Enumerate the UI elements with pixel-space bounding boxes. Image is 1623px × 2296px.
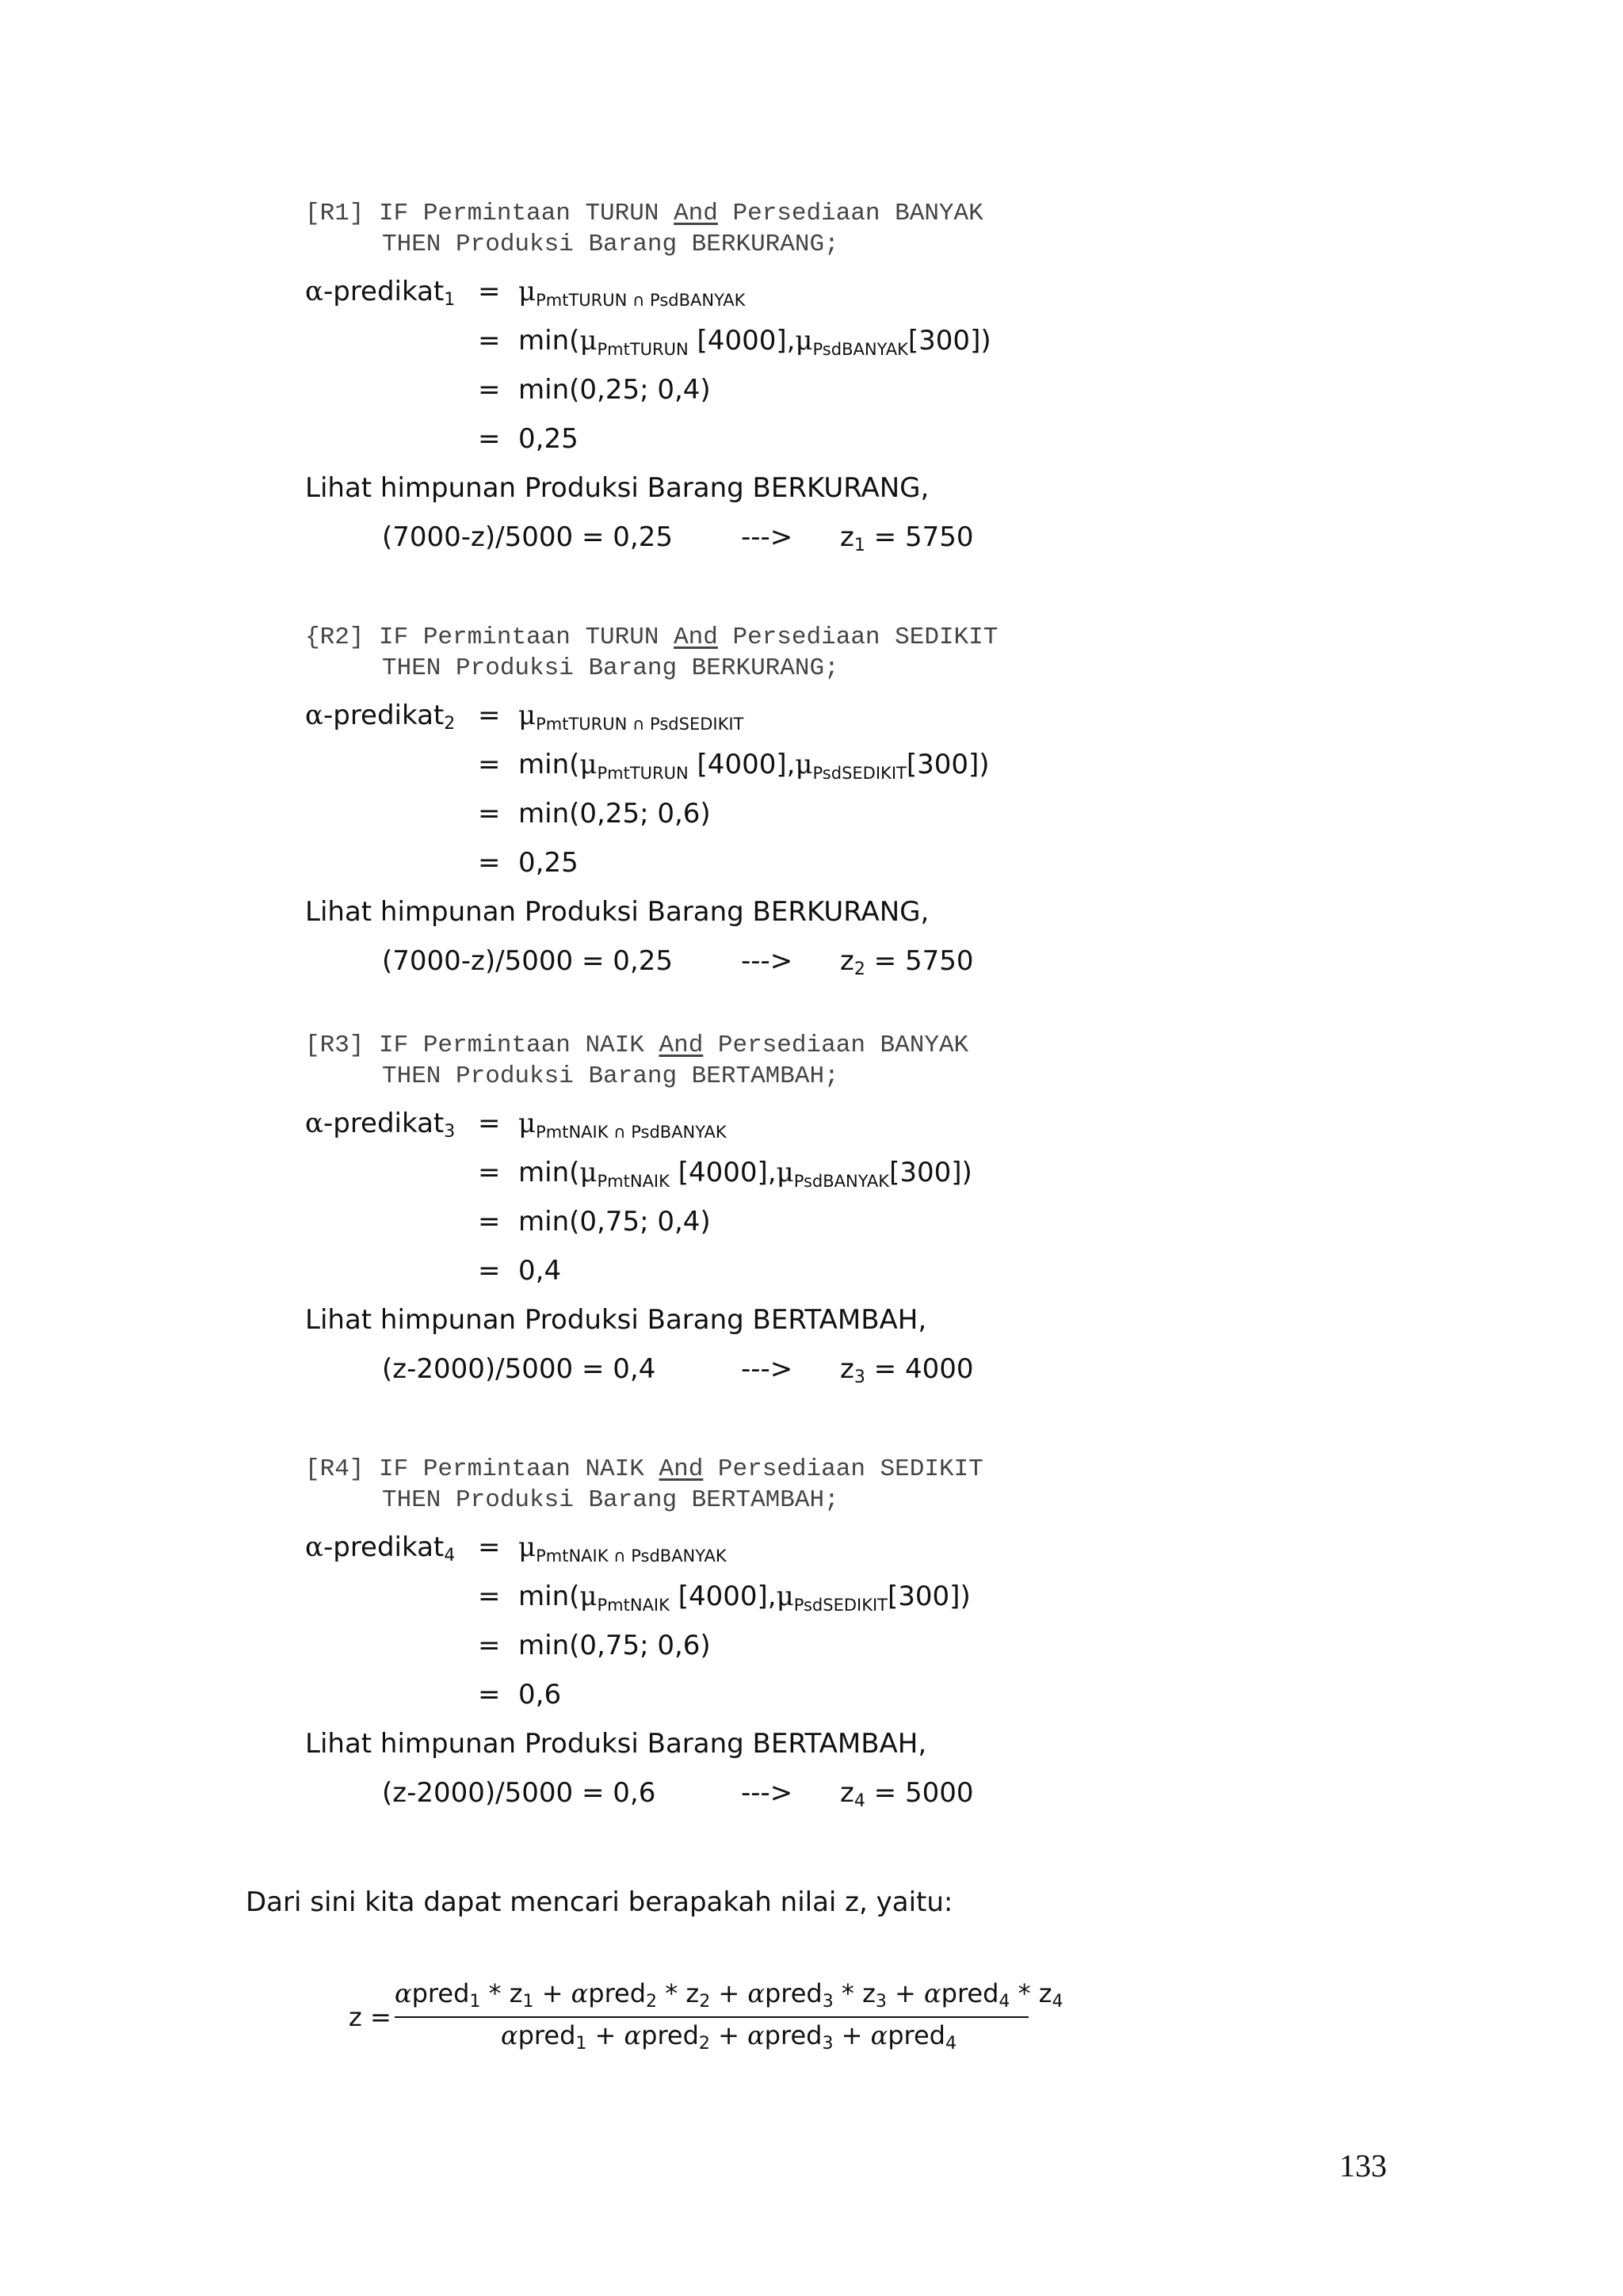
z-variable: z [862, 1978, 876, 2008]
equals-sign: = [478, 847, 501, 879]
arrow: ---> [741, 1777, 793, 1809]
rule-if-line: [R4] IF Permintaan NAIK And Persediaan SEDIKIT [305, 1455, 983, 1483]
fraction-bar [395, 2016, 1029, 2018]
equals-sign: = [478, 749, 501, 780]
rule-then-line: THEN Produksi Barang BERKURANG; [382, 231, 839, 258]
subscript: 1 [522, 1992, 534, 2012]
conclusion-text: Dari sini kita dapat mencari berapakah nilai z, yaitu: [246, 1886, 953, 1918]
subscript: 1 [469, 1992, 481, 2012]
pred-text: pred [517, 2020, 576, 2050]
z-equation: (7000-z)/5000 = 0,25 [382, 521, 673, 553]
alpha-symbol: α [924, 1978, 941, 2008]
min-values: min(0,75; 0,4) [518, 1206, 711, 1238]
subscript: 2 [646, 1992, 658, 2012]
alpha-symbol: α [747, 2020, 765, 2050]
mu-intersection: $\mu_{PmtTURUN \cap PsdBANYAK}$ [518, 276, 746, 310]
alpha-predikat-label: α-predikat$_4$ [305, 1531, 456, 1566]
min-membership: $\min(\mu_{PmtNAIK}$ $[4000],\mu_{PsdBANYAK}[300]$) [518, 1157, 972, 1191]
pred-text: pred [641, 2020, 699, 2050]
z-result: $z_3 = 4000$ [840, 1353, 974, 1387]
times-sign: * [833, 1978, 863, 2008]
times-sign: * [480, 1978, 510, 2008]
lihat-himpunan-line: Lihat himpunan Produksi Barang BERTAMBAH, [305, 1728, 927, 1760]
min-membership: $\min(\mu_{PmtTURUN}$ $[4000],\mu_{PsdSEDIKIT}[300]$) [518, 749, 990, 783]
z-result: $z_1 = 5750$ [840, 521, 974, 555]
z-result: $z_4 = 5000$ [840, 1777, 974, 1811]
subscript: 3 [822, 1992, 834, 2012]
equals-sign: = [478, 700, 501, 731]
equals-sign: = [478, 1206, 501, 1238]
z-variable: z [685, 1978, 700, 2008]
alpha-result: 0,25 [518, 423, 579, 455]
min-values: min(0,25; 0,6) [518, 798, 711, 830]
rule-then-line: THEN Produksi Barang BERTAMBAH; [382, 1486, 839, 1514]
pred-text: pred [888, 2020, 945, 2050]
pred-text: pred [764, 2020, 823, 2050]
alpha-result: 0,4 [518, 1255, 562, 1287]
min-values: min(0,25; 0,4) [518, 374, 711, 406]
z-variable: z [509, 1978, 523, 2008]
equals-sign: = [478, 1108, 501, 1139]
plus-sign: + [586, 2020, 624, 2050]
equals-sign: = [478, 1531, 501, 1563]
rule-then-line: THEN Produksi Barang BERKURANG; [382, 654, 839, 682]
plus-sign: + [886, 1978, 925, 2008]
mu-intersection: $\mu_{PmtNAIK \cap PsdBANYAK}$ [518, 1108, 727, 1142]
plus-sign: + [710, 1978, 748, 2008]
subscript: 3 [822, 2034, 834, 2054]
subscript: 3 [875, 1992, 887, 2012]
alpha-symbol: α [870, 2020, 888, 2050]
lihat-himpunan-line: Lihat himpunan Produksi Barang BERTAMBAH, [305, 1304, 927, 1336]
pred-text: pred [941, 1978, 999, 2008]
alpha-symbol: α [571, 1978, 589, 2008]
equals-sign: = [478, 325, 501, 357]
plus-sign: + [833, 2020, 871, 2050]
min-membership: $\min(\mu_{PmtTURUN}$ $[4000],\mu_{PsdBANYAK}[300]$) [518, 325, 991, 359]
equals-sign: = [478, 1157, 501, 1188]
arrow: ---> [741, 1353, 793, 1385]
mu-intersection: $\mu_{PmtTURUN \cap PsdSEDIKIT}$ [518, 700, 744, 734]
subscript: 2 [699, 1992, 711, 2012]
rule-if-line: {R2] IF Permintaan TURUN And Persediaan SEDIKIT [305, 624, 999, 651]
pred-text: pred [588, 1978, 647, 2008]
z-equation: (z-2000)/5000 = 0,4 [382, 1353, 656, 1385]
plus-sign: + [709, 2020, 748, 2050]
formula-lhs: z = [349, 2002, 391, 2032]
arrow: ---> [741, 521, 793, 553]
times-sign: * [1010, 1978, 1039, 2008]
z-result: $z_2 = 5750$ [840, 945, 974, 979]
alpha-predikat-label: α-predikat$_2$ [305, 700, 456, 734]
equals-sign: = [478, 1679, 501, 1711]
min-values: min(0,75; 0,6) [518, 1630, 711, 1661]
alpha-predikat-label: α-predikat$_3$ [305, 1108, 456, 1142]
formula-numerator [395, 1978, 1064, 2012]
subscript: 4 [1052, 1992, 1064, 2012]
rule-then-line: THEN Produksi Barang BERTAMBAH; [382, 1062, 839, 1090]
formula-denominator [501, 2020, 957, 2054]
min-membership: $\min(\mu_{PmtNAIK}$ $[4000],\mu_{PsdSEDIKIT}[300]$) [518, 1581, 971, 1615]
lihat-himpunan-line: Lihat himpunan Produksi Barang BERKURANG, [305, 472, 930, 504]
alpha-symbol: α [747, 1978, 765, 2008]
subscript: 1 [575, 2034, 587, 2054]
equals-sign: = [478, 276, 501, 307]
alpha-symbol: α [624, 2020, 642, 2050]
page-number: 133 [1339, 2148, 1387, 2183]
alpha-result: 0,6 [518, 1679, 562, 1711]
alpha-symbol: α [395, 1978, 412, 2008]
equals-sign: = [478, 798, 501, 830]
alpha-symbol: α [501, 2020, 518, 2050]
pred-text: pred [764, 1978, 823, 2008]
subscript: 4 [945, 2034, 957, 2054]
alpha-predikat-label: α-predikat$_1$ [305, 276, 456, 310]
rule-if-line: [R3] IF Permintaan NAIK And Persediaan BANYAK [305, 1032, 969, 1059]
plus-sign: + [533, 1978, 571, 2008]
pred-text: pred [411, 1978, 470, 2008]
arrow: ---> [741, 945, 793, 977]
alpha-result: 0,25 [518, 847, 579, 879]
mu-intersection: $\mu_{PmtNAIK \cap PsdBANYAK}$ [518, 1531, 727, 1566]
subscript: 2 [698, 2034, 710, 2054]
equals-sign: = [478, 423, 501, 455]
subscript: 4 [999, 1992, 1010, 2012]
equals-sign: = [478, 1255, 501, 1287]
lihat-himpunan-line: Lihat himpunan Produksi Barang BERKURANG, [305, 896, 930, 928]
times-sign: * [657, 1978, 686, 2008]
equals-sign: = [478, 374, 501, 406]
equals-sign: = [478, 1581, 501, 1612]
z-variable: z [1038, 1978, 1052, 2008]
z-equation: (z-2000)/5000 = 0,6 [382, 1777, 656, 1809]
z-equation: (7000-z)/5000 = 0,25 [382, 945, 673, 977]
equals-sign: = [478, 1630, 501, 1661]
rule-if-line: [R1] IF Permintaan TURUN And Persediaan BANYAK [305, 200, 983, 227]
